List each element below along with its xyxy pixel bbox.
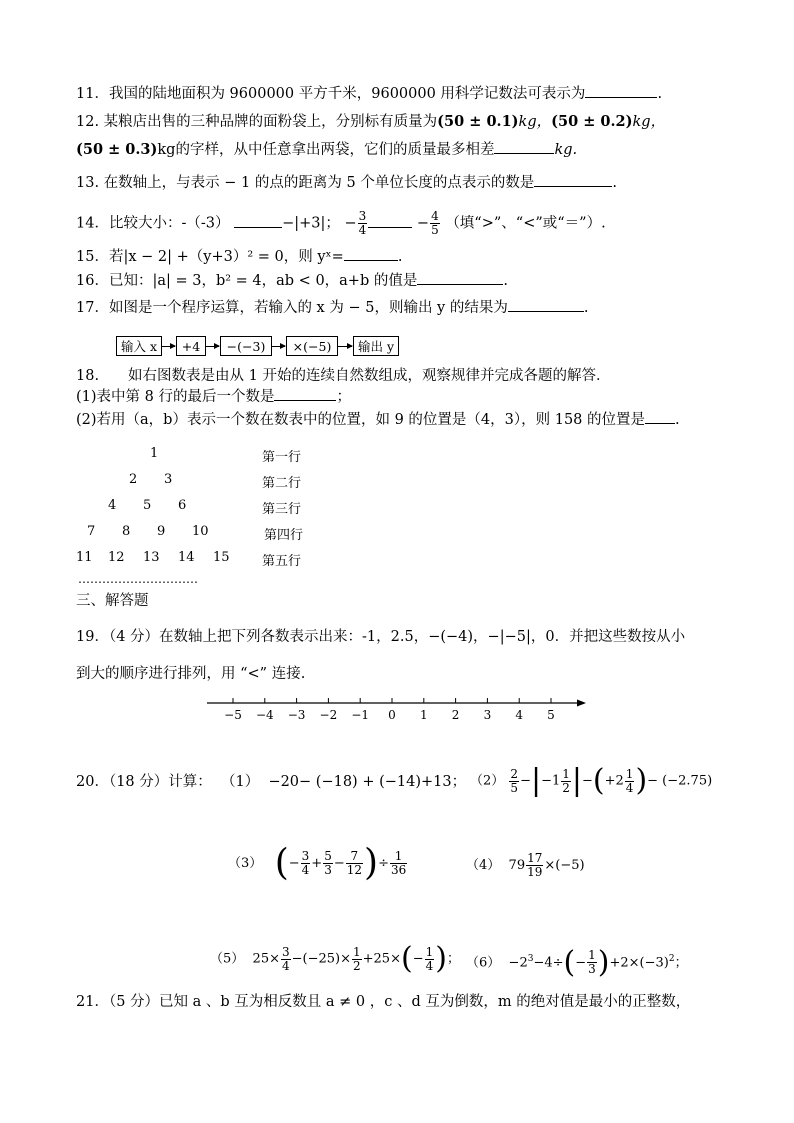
- question-12: 12. 某粮店出售的三种品牌的面粉袋上，分别标有质量为(50 ± 0.1)kg，(50 ± 0.2)kg，: [76, 113, 666, 130]
- q13-answer-blank[interactable]: [534, 172, 612, 187]
- number-line-tick-label: −1: [351, 708, 370, 722]
- expression-2: （2） $\frac{2}{5}$ −|−1 $\frac{1}{2}$ |−(+2 $\frac{1}{4}$ )− (−2.75): [470, 763, 713, 798]
- triangle-number: 8: [122, 524, 131, 539]
- row-label: 第四行: [264, 528, 304, 543]
- q14-blank-2[interactable]: [368, 213, 412, 228]
- number-line-tick-label: 5: [547, 708, 555, 722]
- question-13: 13. 在数轴上，与表示 − 1 的点的距离为 5 个单位长度的点表示的数是 .: [76, 172, 617, 193]
- section-heading: 三、解答题: [76, 593, 149, 609]
- arrow-right-icon: [577, 700, 586, 707]
- triangle-number: 3: [164, 472, 173, 487]
- flow-subtract-box: −(−3): [220, 336, 272, 356]
- flow-add-box: +4: [176, 336, 206, 356]
- number-line-tick-label: −5: [224, 708, 242, 722]
- triangle-number: 7: [87, 524, 96, 539]
- flow-multiply-box: ×(−5): [286, 336, 338, 356]
- triangle-number: 4: [108, 498, 117, 513]
- number-line-tick-label: −4: [255, 708, 274, 722]
- triangle-number: 14: [178, 550, 195, 565]
- triangle-number: 15: [213, 550, 230, 565]
- q15-answer-blank[interactable]: [344, 246, 398, 261]
- q16-answer-blank[interactable]: [417, 270, 503, 285]
- q11-answer-blank[interactable]: [585, 83, 657, 98]
- expression-6: $(6) -2^3-4\div(-$ $\frac{1}{3}$ )$+2\times(-3)^2$；: [466, 944, 688, 980]
- number-line-tick-label: 0: [388, 708, 396, 722]
- number-line-tick-label: 4: [515, 708, 524, 722]
- flow-output-box: 输出 y: [353, 336, 399, 356]
- triangle-number: 1: [150, 446, 159, 461]
- number-line: [205, 694, 590, 726]
- question-20: 20．（18 分）计算： （1） −20− (−18) + (−14)+13；: [76, 774, 467, 790]
- q18-part2-blank[interactable]: [645, 409, 675, 424]
- number-line-tick-label: −3: [287, 708, 306, 722]
- fraction-3-4: $\frac{3}{4}$: [358, 209, 367, 237]
- row-label: 第一行: [262, 450, 302, 465]
- question-15: 15．若|x − 2| +（y+3）² = 0，则 yˣ= .: [76, 246, 402, 267]
- flow-arrow: [338, 346, 352, 347]
- question-14: 14．比较大小：-（-3） −|+3|； − $\frac{3}{4}$ − $\frac{4}{5}$ （填“>”、“<”或“＝”）.: [76, 209, 606, 237]
- q14-blank-1[interactable]: [234, 213, 282, 228]
- q12-answer-blank[interactable]: [494, 139, 554, 154]
- question-19: 19．（4 分）在数轴上把下列各数表示出来：-1，2.5，−(−4)，−|−5|，0．并把这些数按从小: [76, 629, 686, 645]
- question-18-part1: (1)表中第 8 行的最后一个数是 ；: [76, 386, 351, 407]
- triangle-number: 9: [157, 524, 166, 539]
- triangle-number: 2: [129, 472, 138, 487]
- flow-input-box: 输入 x: [116, 336, 162, 356]
- triangle-number: 12: [108, 550, 125, 565]
- triangle-number: 5: [143, 498, 152, 513]
- number-line-tick-label: 1: [419, 708, 428, 722]
- expression-5: （5） 25× $\frac{3}{4}$ −(−25)× $\frac{1}{2}$ +25×(− $\frac{1}{4}$ )；: [210, 941, 460, 976]
- question-18-part2: (2)若用（a，b）表示一个数在数表中的位置，如 9 的位置是（4，3），则 158 的位置是 .: [76, 409, 680, 430]
- row-label: 第三行: [262, 502, 302, 517]
- triangle-ellipsis: …………………………: [78, 572, 198, 586]
- question-18: 18. 如右图数表是由从 1 开始的连续自然数组成，观察规律并完成各题的解答．: [76, 368, 611, 384]
- question-16: 16．已知：|a| = 3，b² = 4，ab < 0，a+b 的值是 .: [76, 270, 508, 291]
- expression-3: （3） (− $\frac{3}{4}$ + $\frac{5}{3}$ − $\frac{7}{12}$ )÷ $\frac{1}{36}$: [228, 842, 407, 884]
- number-line-ticks: [224, 698, 555, 722]
- question-21: 21．（5 分）已知 a 、b 互为相反数且 a ≠ 0 ，c 、d 互为倒数，m 的绝对值是最小的正整数，: [76, 994, 691, 1010]
- fraction-4-5: $\frac{4}{5}$: [431, 209, 439, 237]
- expression-4: （4） 79 $\frac{17}{19}$ ×(−5): [466, 851, 585, 879]
- expression-1: −20− (−18) + (−14)+13；: [268, 774, 467, 790]
- question-19-line2: 到大的顺序进行排列，用 “<” 连接.: [76, 666, 306, 682]
- flow-arrow: [162, 346, 175, 347]
- number-line-tick-label: −2: [319, 708, 338, 722]
- flow-arrow: [206, 346, 219, 347]
- row-label: 第二行: [262, 476, 302, 491]
- q11-text: 11．我国的陆地面积为 9600000 平方千米，9600000 用科学记数法可表示为: [76, 86, 586, 102]
- triangle-number: 13: [143, 550, 160, 565]
- number-line-tick-label: 2: [451, 708, 460, 722]
- triangle-number: 6: [178, 498, 187, 513]
- flow-arrow: [272, 346, 285, 347]
- question-17: 17．如图是一个程序运算，若输入的 x 为 − 5，则输出 y 的结果为 .: [76, 297, 588, 318]
- question-11: 11．我国的陆地面积为 9600000 平方千米，9600000 用科学记数法可表示为 .: [76, 83, 662, 104]
- triangle-number: 11: [76, 550, 93, 565]
- question-12-line2: (50 ± 0.3)kg的字样，从中任意拿出两袋，它们的质量最多相差 kg.: [76, 141, 578, 158]
- q18-part1-blank[interactable]: [274, 386, 336, 401]
- number-line-tick-label: 3: [483, 708, 492, 722]
- triangle-number: 10: [192, 524, 209, 539]
- row-label: 第五行: [262, 554, 302, 569]
- q17-answer-blank[interactable]: [508, 297, 584, 312]
